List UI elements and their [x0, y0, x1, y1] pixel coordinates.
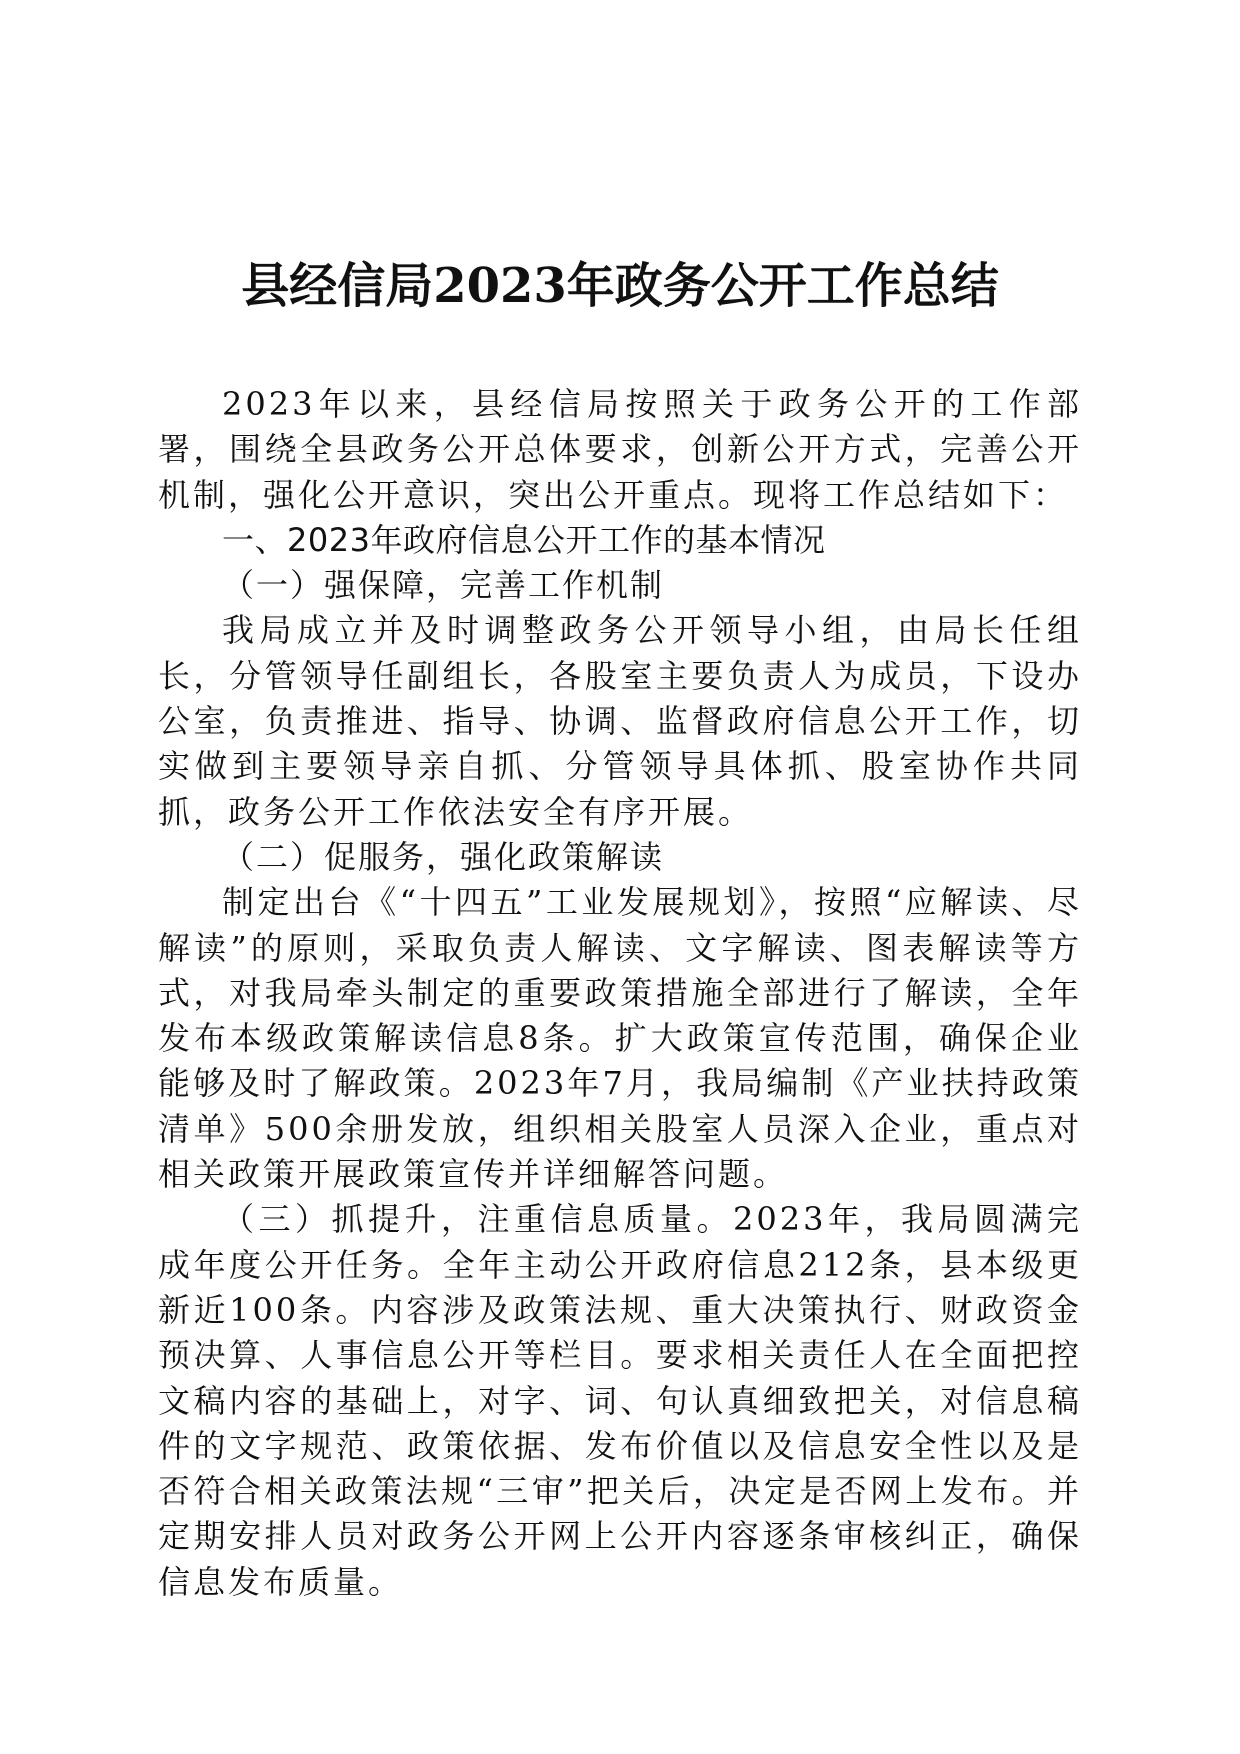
document-body [158, 382, 1082, 1605]
subsection-paragraph-3 [158, 1197, 1082, 1605]
section-heading: 一、2023年政府信息公开工作的基本情况 [222, 520, 826, 559]
document-title: 县经信局2023年政务公开工作总结 [241, 258, 999, 314]
subsection-heading-1: （一）强保障，完善工作机制 [222, 566, 665, 605]
subsection-body-1: 我局成立并及时调整政务公开领导小组，由局长任组长，分管领导任副组长，各股室主要负责人为成员，下设办公室，负责推进、指导、协调、监督政府信息公开工作，切实做到主要领导亲自抓、分管领导具体抓、股室协作共同抓，政务公开工作依法安全有序开展。 [158, 611, 1082, 831]
intro-paragraph: 2023年以来，县经信局按照关于政务公开的工作部署，围绕全县政务公开总体要求，创新公开方式，完善公开机制，强化公开意识，突出公开重点。现将工作总结如下： [158, 385, 1082, 514]
subsection-heading-2: （二）促服务，强化政策解读 [222, 837, 665, 876]
subsection-heading-3: （三）抓提升，注重信息质量。 [222, 1200, 734, 1239]
subsection-body-3: 2023年，我局圆满完成年度公开任务。全年主动公开政府信息212条，县本级更新近100条。内容涉及政策法规、重大决策执行、财政资金预决算、人事信息公开等栏目。要求相关责任人在全面把控文稿内容的基础上，对字、词、句认真细致把关，对信息稿件的文字规范、政策依据、发布价值以及信息安全性以及是否符合相关政策法规“三审”把关后，决定是否网上发布。并定期安排人员对政务公开网上公开内容逐条审核纠正，确保信息发布质量。 [158, 1200, 1082, 1601]
subsection-body-2: 制定出台《“十四五”工业发展规划》，按照“应解读、尽解读”的原则，采取负责人解读、文字解读、图表解读等方式，对我局牵头制定的重要政策措施全部进行了解读，全年发布本级政策解读信息8条。扩大政策宣传范围，确保企业能够及时了解政策。2023年7月，我局编制《产业扶持政策清单》500余册发放，组织相关股室人员深入企业，重点对相关政策开展政策宣传并详细解答问题。 [158, 883, 1082, 1194]
